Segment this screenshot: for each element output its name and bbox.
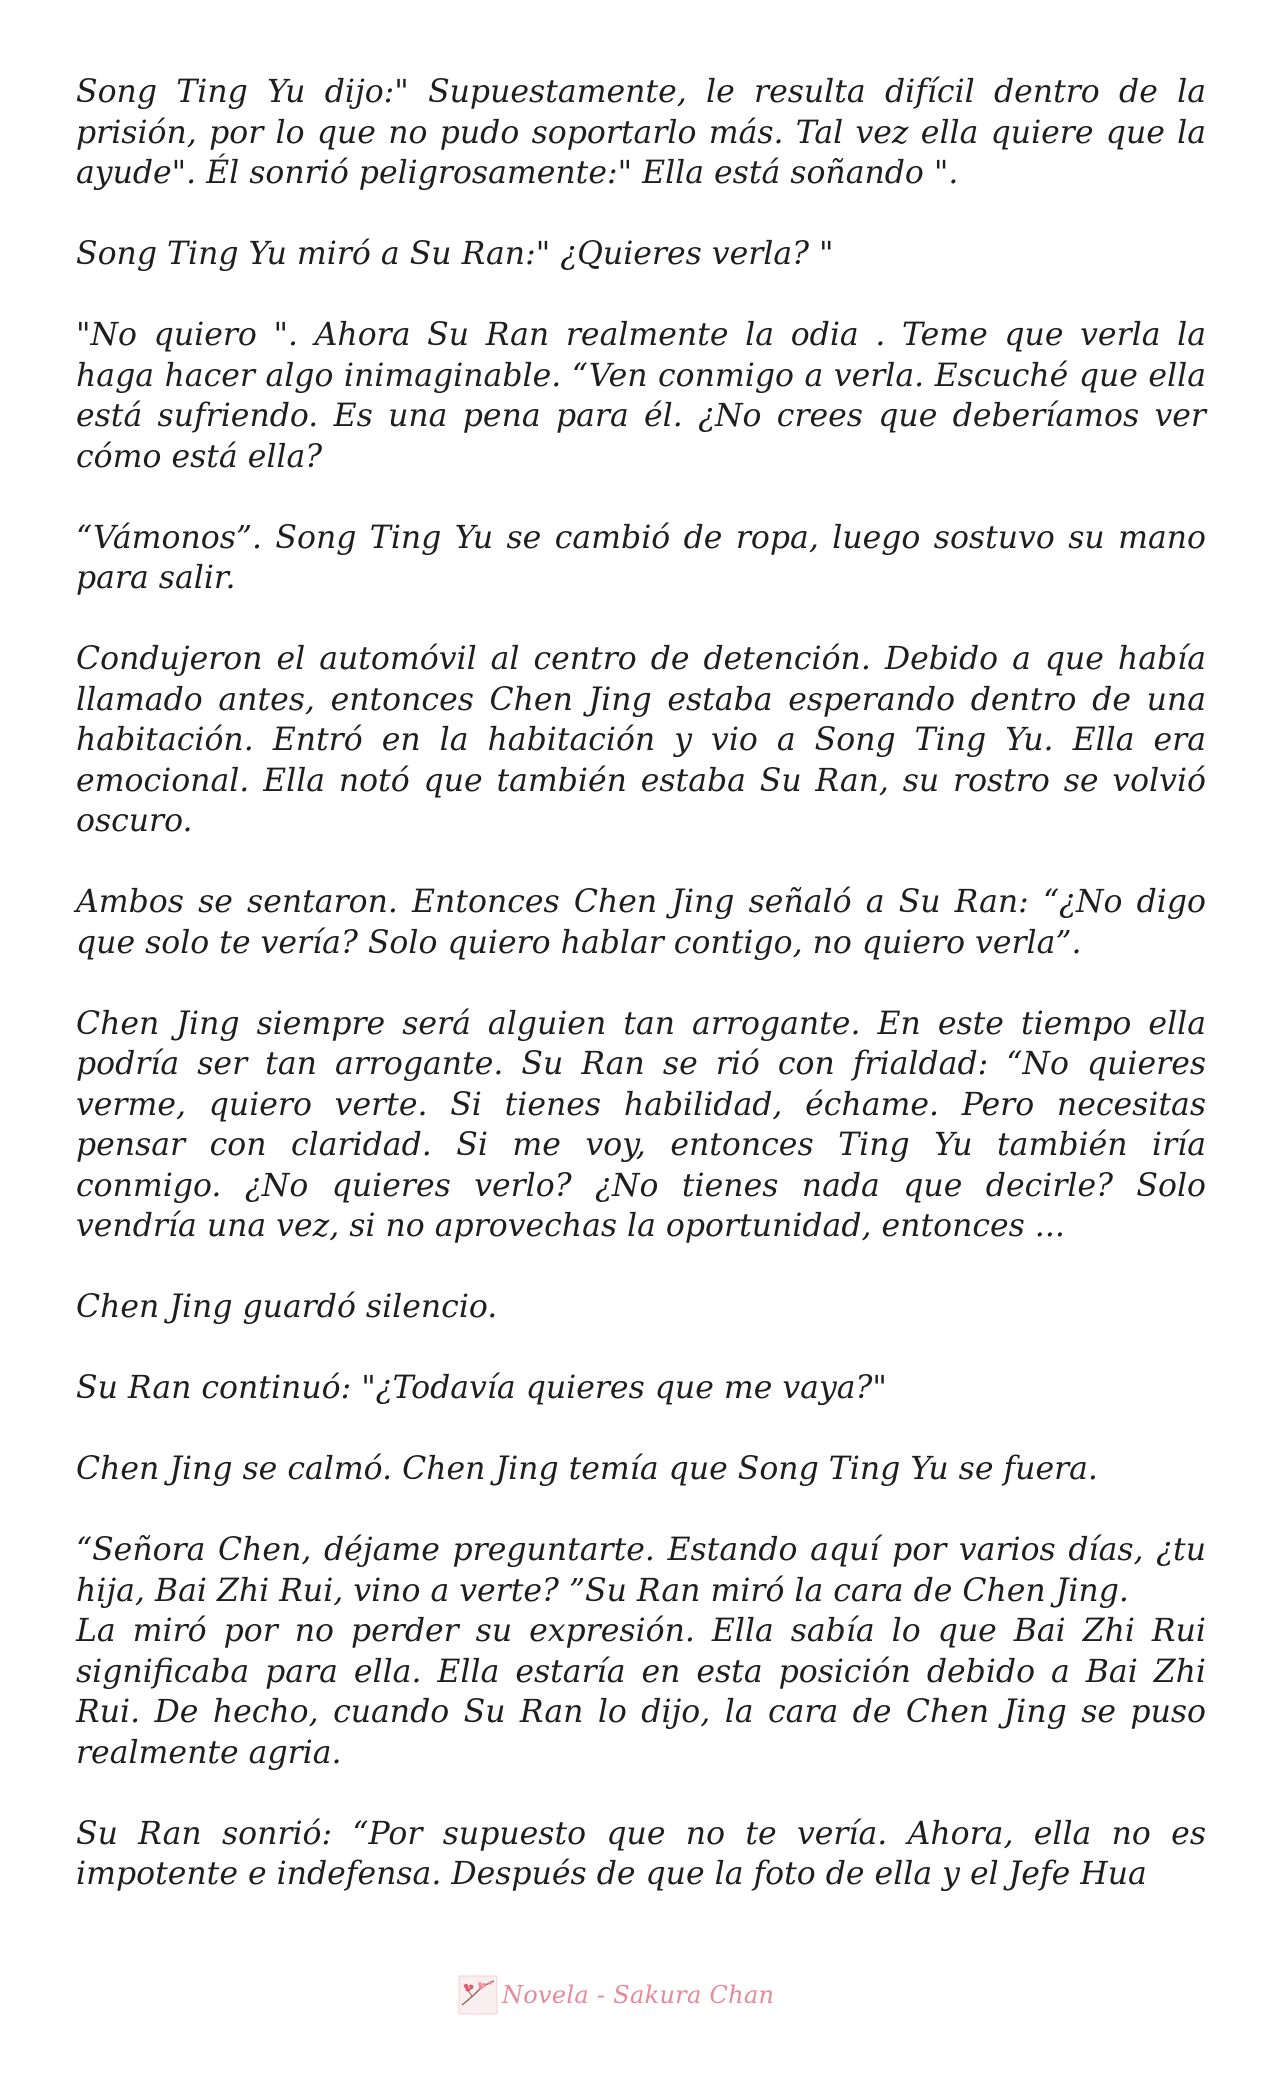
paragraph-4: “Vámonos”. Song Ting Yu se cambió de ropa, luego sostuvo su mano para salir. [76, 519, 1206, 596]
paragraph-9: Su Ran continuó: "¿Todavía quieres que me vaya?" [76, 1370, 887, 1406]
footer-watermark [458, 1975, 774, 2015]
paragraph-7: Chen Jing siempre será alguien tan arrogante. En este tiempo ella podría ser tan arrogante. Su Ran se rió con frialdad: “No quieres verme, quiero verte. Si tienes habilidad, échame. Pero necesitas pensar con claridad. Si me voy, entonces Ting Yu también iría conmigo. ¿No quieres verlo? ¿No tienes nada que decirle? Solo vendría una vez, si no aprovechas la oportunidad, entonces ... [76, 1005, 1206, 1244]
paragraph-12: La miró por no perder su expresión. Ella sabía lo que Bai Zhi Rui significaba para ella. Ella estaría en esta posición debido a Bai Zhi Rui. De hecho, cuando Su Ran lo dijo, la cara de Chen Jing se puso realmente agria. [76, 1613, 1206, 1771]
paragraph-2: Song Ting Yu miró a Su Ran:" ¿Quieres verla? " [76, 236, 834, 272]
paragraph-1: Song Ting Yu dijo:" Supuestamente, le resulta difícil dentro de la prisión, por lo que no pudo soportarlo más. Tal vez ella quiere que la ayude". Él sonrió peligrosamente:" Ella está soñando ". [76, 74, 1206, 191]
paragraph-3: "No quiero ". Ahora Su Ran realmente la odia . Teme que verla la haga hacer algo inimaginable. “Ven conmigo a verla. Escuché que ella está sufriendo. Es una pena para él. ¿No crees que deberíamos ver cómo está ella? [76, 317, 1206, 475]
paragraph-5: Condujeron el automóvil al centro de detención. Debido a que había llamado antes, entonces Chen Jing estaba esperando dentro de una habitación. Entró en la habitación y vio a Song Ting Yu. Ella era emocional. Ella notó que también estaba Su Ran, su rostro se volvió oscuro. [76, 641, 1206, 839]
paragraph-8: Chen Jing guardó silencio. [76, 1289, 498, 1325]
footer-text: Novela - Sakura Chan [502, 1981, 775, 2009]
paragraph-6: Ambos se sentaron. Entonces Chen Jing señaló a Su Ran: “¿No digo que solo te vería? Solo quiero hablar contigo, no quiero verla”. [76, 884, 1206, 961]
cherry-blossom-icon [458, 1975, 498, 2015]
paragraph-11: “Señora Chen, déjame preguntarte. Estando aquí por varios días, ¿tu hija, Bai Zhi Rui, vino a verte? ”Su Ran miró la cara de Chen Jing. [76, 1532, 1206, 1609]
paragraph-13: Su Ran sonrió: “Por supuesto que no te vería. Ahora, ella no es impotente e indefensa. Después de que la foto de ella y el Jefe Hua [76, 1815, 1206, 1892]
paragraph-10: Chen Jing se calmó. Chen Jing temía que Song Ting Yu se fuera. [76, 1451, 1098, 1487]
document-body [76, 72, 1206, 1935]
